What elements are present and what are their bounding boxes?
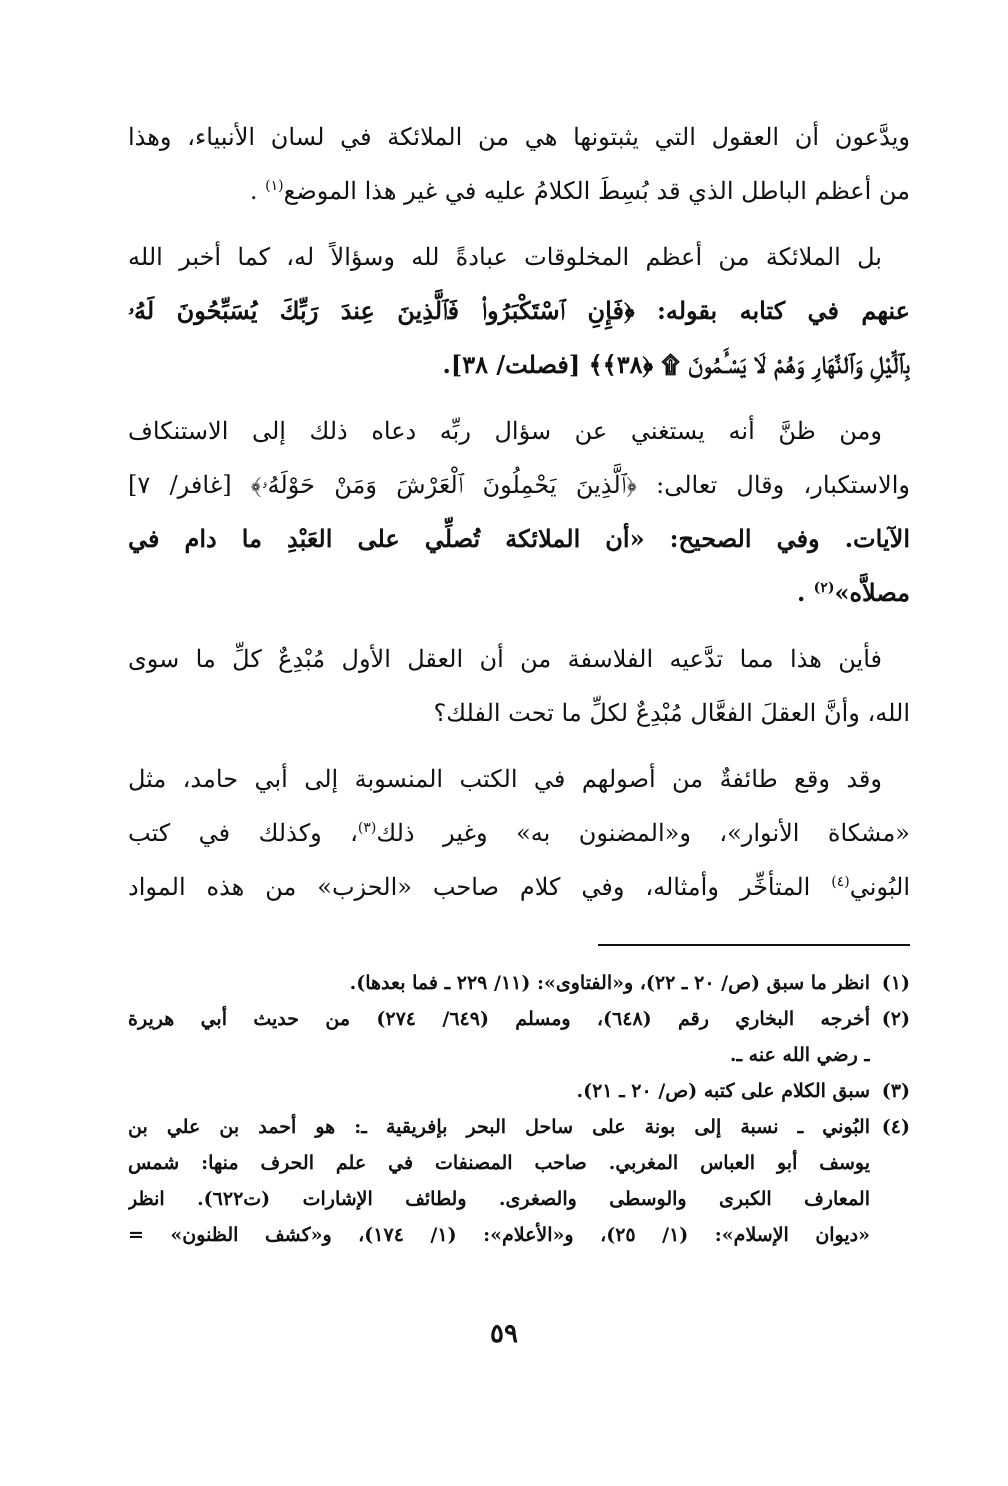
quran-verse-line: بِٱلَّيْلِ وَٱلنَّهَارِ وَهُمْ لَا يَسْـَٔمُونَ ۩ ﴿٣٨﴾﴾ [فصلت/ ٣٨]. <box>442 350 910 379</box>
text-line-content: مصلاَّه» <box>834 578 910 607</box>
text-line <box>128 806 910 860</box>
text-line: فأين هذا مما تدَّعيه الفلاسفة من أن العقل الأول مُبْدِعٌ كلِّ ما سوى <box>128 645 882 673</box>
footnotes <box>128 965 910 1253</box>
paragraph-4 <box>128 632 910 740</box>
paragraph-3 <box>128 404 910 620</box>
footnote-line: أخرجه البخاري رقم (٦٤٨)، ومسلم (٦٤٩/ ٢٧٤) من حديث أبي هريرة <box>128 1008 870 1030</box>
paragraph-2 <box>128 230 910 392</box>
text-line: بل الملائكة من أعظم المخلوقات عبادةً لله وسؤالاً له، كما أخبر الله <box>128 243 882 271</box>
footnote-1 <box>128 965 910 1001</box>
footnote-line: المعارف الكبرى والوسطى والصغرى. ولطائف الإشارات (ت٦٢٢). انظر <box>128 1188 870 1210</box>
footnote-number: (٢) <box>881 1008 910 1030</box>
sentence-end: . <box>796 578 806 607</box>
footnote-ref: (٤) <box>831 874 850 890</box>
footnote-3 <box>128 1073 910 1109</box>
footnote-2 <box>128 1001 910 1073</box>
footnote-line: «ديوان الإسلام»: (١/ ٢٥)، و«الأعلام»: (١/ ١٧٤)، و«كشف الظنون» = <box>128 1224 870 1246</box>
paragraph-1 <box>128 110 910 218</box>
text-line <box>128 860 910 914</box>
text-line-content: المتأخِّر وأمثاله، وفي كلام صاحب «الحزب» من هذه المواد <box>128 873 832 901</box>
footnote-number: (١) <box>881 972 910 994</box>
footnote-line: ـ رضي الله عنه ـ. <box>729 1044 870 1066</box>
footnote-ref: (٢) <box>813 580 835 596</box>
quran-verse-line: عنهم في كتابه بقوله: ﴿فَإِنِ ٱسْتَكْبَرُوا۟ فَٱلَّذِينَ عِندَ رَبِّكَ يُسَبِّحُونَ لَهُۥ <box>128 296 910 325</box>
text-line-content: «مشكاة الأنوار»، و«المضنون به» وغير ذلك <box>376 819 910 847</box>
text-line-content: من أعظم الباطل الذي قد بُسِطَ الكلامُ عليه في غير هذا الموضع <box>283 177 910 205</box>
text-line <box>128 164 910 218</box>
footnote-line: يوسف أبو العباس المغربي. صاحب المصنفات في علم الحرف منها: شمس <box>128 1152 870 1174</box>
main-text <box>128 110 910 926</box>
footnote-ref: (١) <box>265 178 284 194</box>
sentence-end: . <box>249 177 258 205</box>
text-line: وقد وقع طائفةٌ من أصولهم في الكتب المنسوبة إلى أبي حامد، مثل <box>128 765 882 793</box>
quran-verse-line: والاستكبار، وقال تعالى: ﴿ٱلَّذِينَ يَحْمِلُونَ ٱلْعَرْشَ وَمَنْ حَوْلَهُۥ﴾ [غافر/ ٧] <box>128 471 910 499</box>
paragraph-5 <box>128 752 910 914</box>
text-line: ومن ظنَّ أنه يستغني عن سؤال ربِّه دعاه ذلك إلى الاستنكاف <box>128 417 882 445</box>
text-line: ويدَّعون أن العقول التي يثبتونها هي من الملائكة في لسان الأنبياء، وهذا <box>128 123 910 151</box>
footnote-body <box>128 965 870 1001</box>
footnote-body <box>128 1073 870 1109</box>
footnote-number: (٣) <box>881 1080 910 1102</box>
hadith-line <box>128 566 910 620</box>
text-line-content: البُوني <box>849 873 910 901</box>
footnote-body <box>128 1109 870 1253</box>
footnote-line: سبق الكلام على كتبه (ص/ ٢٠ ـ ٢١). <box>576 1080 870 1102</box>
footnote-separator <box>598 944 910 946</box>
footnote-body <box>128 1001 870 1073</box>
text-line: الله، وأنَّ العقلَ الفعَّال مُبْدِعٌ لكلِّ ما تحت الفلك؟ <box>433 699 910 727</box>
hadith-line: الآيات. وفي الصحيح: «أن الملائكة تُصلِّي على العَبْدِ ما دام في <box>128 524 910 553</box>
footnote-line: البُوني ـ نسبة إلى بونة على ساحل البحر بإفريقية ـ: هو أحمد بن علي بن <box>128 1116 870 1138</box>
text-line-content: ، وكذلك في كتب <box>128 819 358 847</box>
footnote-4 <box>128 1109 910 1253</box>
footnote-line: انظر ما سبق (ص/ ٢٠ ـ ٢٢)، و«الفتاوى»: (١١/ ٢٢٩ ـ فما بعدها). <box>349 972 870 994</box>
footnote-number: (٤) <box>881 1116 910 1138</box>
footnote-ref: (٣) <box>357 820 377 836</box>
page-number: ٥٩ <box>490 1319 518 1349</box>
